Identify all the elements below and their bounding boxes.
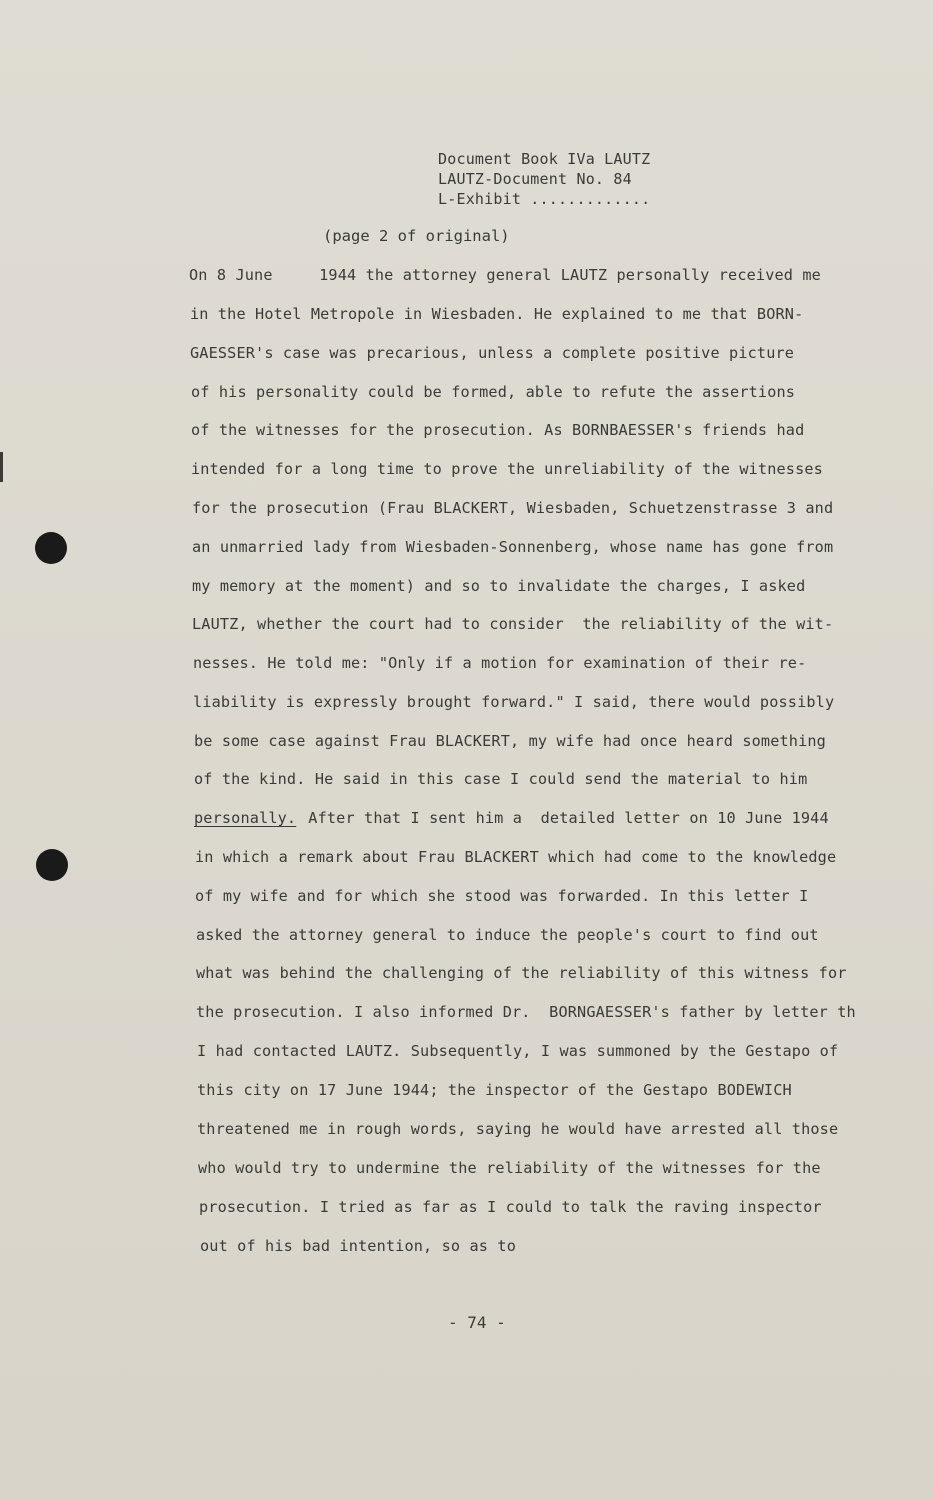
body-line: in which a remark about Frau BLACKERT which had come to the knowledge	[195, 848, 837, 866]
page-reference: (page 2 of original)	[323, 227, 510, 245]
body-line: asked the attorney general to induce the people's court to find out	[196, 926, 819, 944]
body-line: of the witnesses for the prosecution. As BORNBAESSER's friends had	[191, 421, 805, 439]
body-line: prosecution. I tried as far as I could to talk the raving inspector	[199, 1198, 822, 1216]
body-line: threatened me in rough words, saying he would have arrested all those	[197, 1120, 839, 1138]
body-line: be some case against Frau BLACKERT, my wife had once heard something	[194, 732, 826, 750]
body-line: out of his bad intention, so as to	[200, 1237, 516, 1255]
header-document-number: LAUTZ-Document No. 84	[438, 170, 632, 188]
body-line: On 8 June 1944 the attorney general LAUTZ personally received me	[189, 266, 821, 284]
body-line: of his personality could be formed, able to refute the assertions	[191, 383, 796, 401]
body-line: liability is expressly brought forward." I said, there would possibly	[193, 693, 835, 711]
document-header	[438, 149, 650, 209]
body-line: my memory at the moment) and so to invalidate the charges, I asked	[192, 577, 806, 595]
body-line: LAUTZ, whether the court had to consider the reliability of the wit-	[192, 615, 834, 633]
punch-hole-top	[35, 532, 67, 564]
body-line: intended for a long time to prove the unreliability of the witnesses	[191, 460, 823, 478]
body-line: of my wife and for which she stood was forwarded. In this letter I	[195, 887, 809, 905]
body-line: nesses. He told me: "Only if a motion for examination of their re-	[193, 654, 807, 672]
header-exhibit: L-Exhibit .............	[438, 190, 651, 208]
body-line: an unmarried lady from Wiesbaden-Sonnenberg, whose name has gone from	[192, 538, 834, 556]
body-line: After that I sent him a detailed letter on 10 June 1944	[299, 809, 829, 827]
punch-hole-bottom	[36, 849, 68, 881]
body-line: the prosecution. I also informed Dr. BORNGAESSER's father by letter th	[196, 1003, 856, 1021]
body-line: what was behind the challenging of the reliability of this witness for	[196, 964, 847, 982]
body-line: GAESSER's case was precarious, unless a complete positive picture	[190, 344, 795, 362]
header-document-book: Document Book IVa LAUTZ	[438, 150, 651, 168]
body-line: of the kind. He said in this case I could send the material to him	[194, 770, 808, 788]
body-line: this city on 17 June 1944; the inspector of the Gestapo BODEWICH	[197, 1081, 792, 1099]
page-number: - 74 -	[448, 1313, 506, 1332]
body-line: in the Hotel Metropole in Wiesbaden. He explained to me that BORN-	[190, 305, 804, 323]
body-line: for the prosecution (Frau BLACKERT, Wiesbaden, Schuetzenstrasse 3 and	[192, 499, 834, 517]
body-line: who would try to undermine the reliability of the witnesses for the	[198, 1159, 821, 1177]
edge-mark	[0, 452, 3, 482]
body-line-underlined: personally.	[194, 809, 297, 827]
body-line: I had contacted LAUTZ. Subsequently, I was summoned by the Gestapo of	[197, 1042, 839, 1060]
